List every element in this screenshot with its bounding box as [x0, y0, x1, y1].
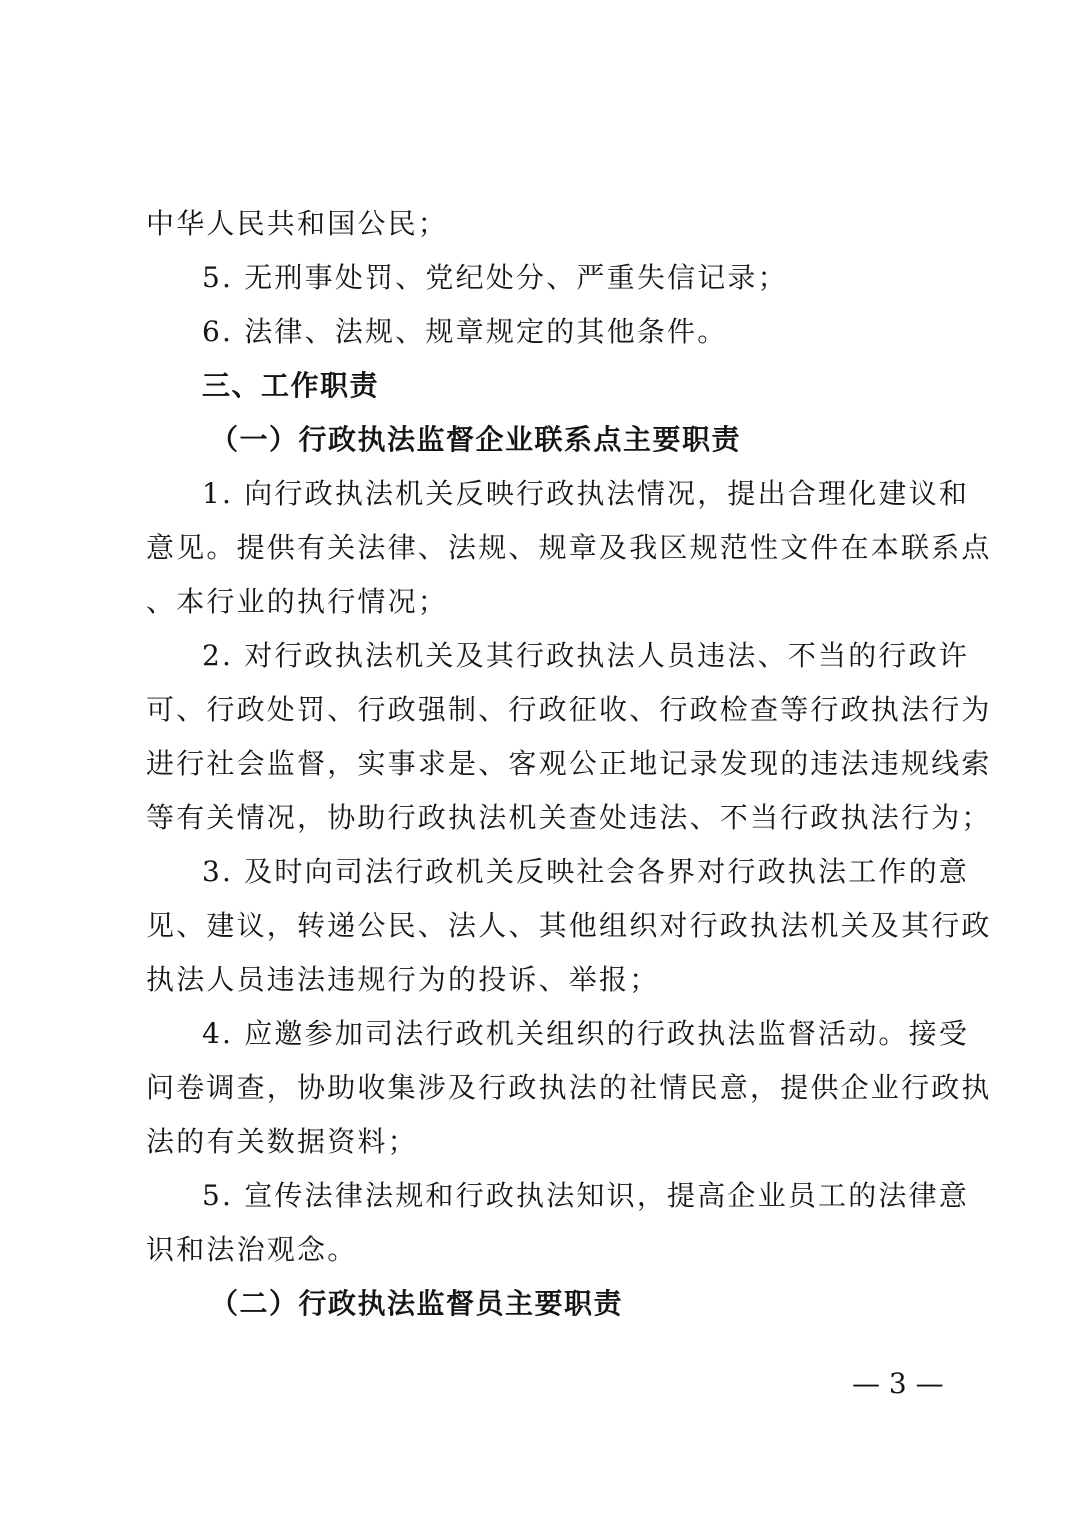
text-line: 等有关情况，协助行政执法机关查处违法、不当行政执法行为； — [146, 801, 992, 834]
section-heading: 三、工作职责 — [202, 369, 380, 402]
text-line: 见、建议，转递公民、法人、其他组织对行政执法机关及其行政 — [146, 909, 992, 942]
subsection-heading: （一）行政执法监督企业联系点主要职责 — [210, 423, 742, 456]
text-line: 识和法治观念。 — [146, 1233, 358, 1266]
text-line: 4. 应邀参加司法行政机关组织的行政执法监督活动。接受 — [202, 1017, 970, 1050]
text-line: 、本行业的执行情况； — [146, 585, 449, 618]
text-line: 执法人员违法违规行为的投诉、举报； — [146, 963, 660, 996]
text-line: 5. 无刑事处罚、党纪处分、严重失信记录； — [202, 261, 788, 294]
text-line: 进行社会监督，实事求是、客观公正地记录发现的违法违规线索 — [146, 747, 992, 780]
text-line: 6. 法律、法规、规章规定的其他条件。 — [202, 315, 728, 348]
text-line: 1. 向行政执法机关反映行政执法情况，提出合理化建议和 — [202, 477, 970, 510]
text-line: 中华人民共和国公民； — [146, 207, 449, 240]
text-line: 2. 对行政执法机关及其行政执法人员违法、不当的行政许 — [202, 639, 970, 672]
text-line: 问卷调查，协助收集涉及行政执法的社情民意，提供企业行政执 — [146, 1071, 992, 1104]
text-line: 意见。提供有关法律、法规、规章及我区规范性文件在本联系点 — [146, 531, 992, 564]
text-line: 3. 及时向司法行政机关反映社会各界对行政执法工作的意 — [202, 855, 970, 888]
page-number: — 3 — — [852, 1367, 944, 1400]
text-line: 法的有关数据资料； — [146, 1125, 418, 1158]
text-line: 可、行政处罚、行政强制、行政征收、行政检查等行政执法行为 — [146, 693, 992, 726]
subsection-heading: （二）行政执法监督员主要职责 — [210, 1287, 624, 1320]
text-line: 5. 宣传法律法规和行政执法知识，提高企业员工的法律意 — [202, 1179, 970, 1212]
